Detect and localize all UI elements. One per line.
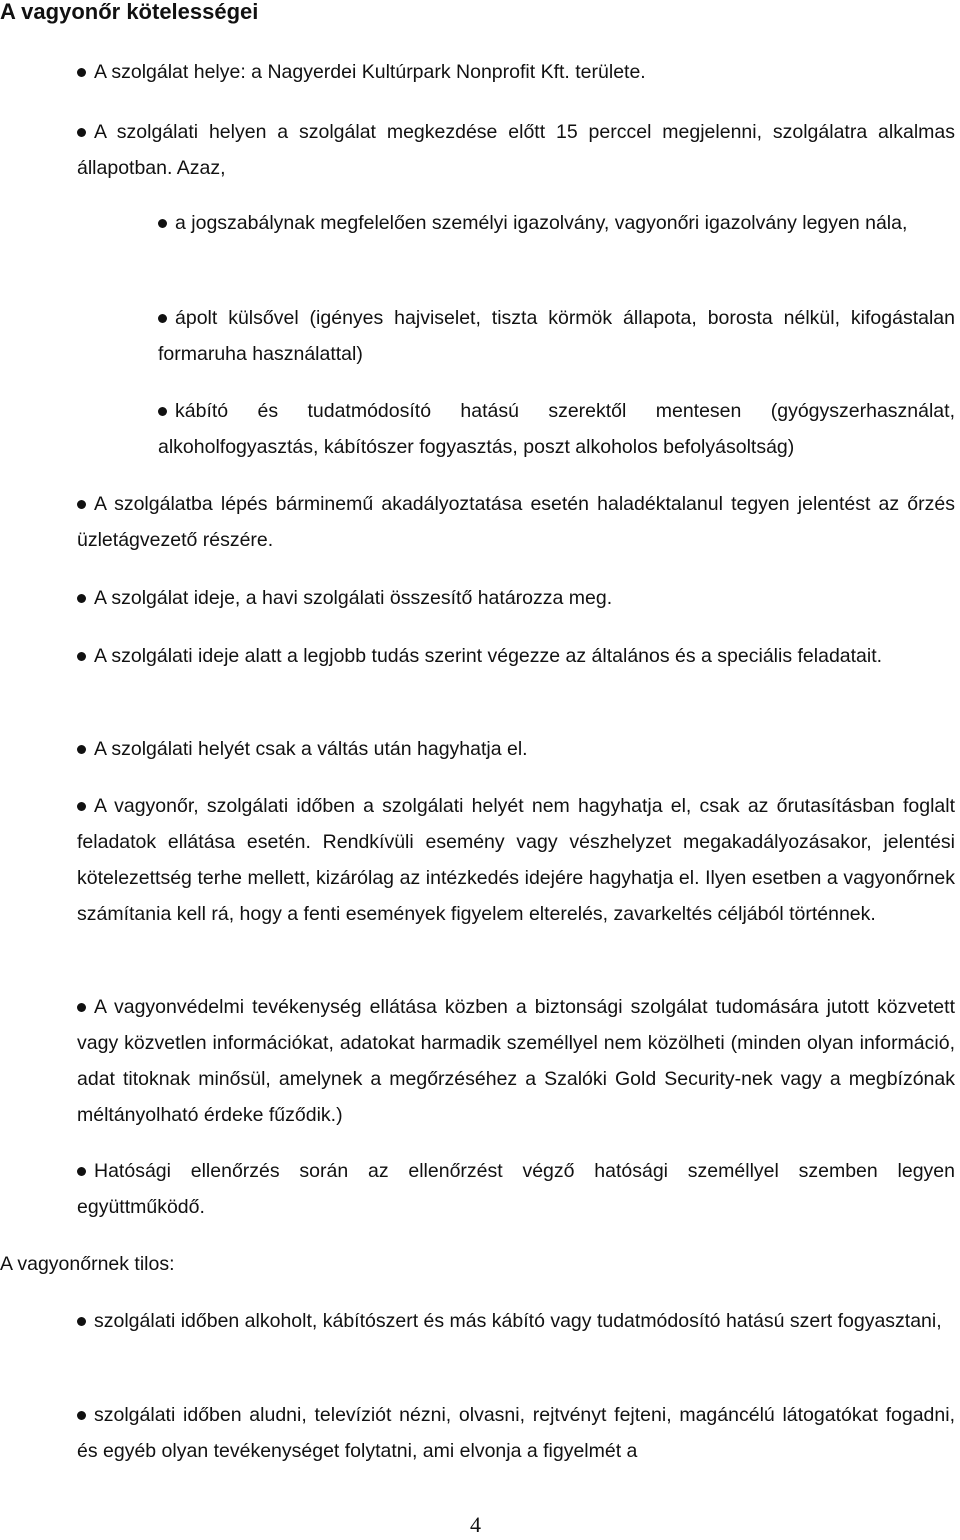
bullet-icon — [77, 128, 86, 137]
list-item-text: A szolgálati helyét csak a váltás után hagyhatja el. — [94, 738, 528, 760]
list-item-text: A vagyonőr, szolgálati időben a szolgálati helyét nem hagyhatja el, csak az őrutasításban foglalt feladatok ellátása esetén. Rendkívüli esemény vagy vészhelyzet megakadályozásakor, jelentési kötelezettség terhe mellett, kizárólag az intézkedés idejére hagyhatja el. Ilyen esetben a vagyonőrnek számítania kell rá, hogy a fenti események figyelem elterelés, zavarkeltés céljából történnek. — [77, 795, 955, 925]
bullet-icon — [77, 652, 86, 661]
bullet-icon — [77, 1003, 86, 1012]
list-item — [77, 1303, 955, 1339]
list-item — [77, 638, 955, 674]
list-item — [77, 580, 955, 616]
list-item — [77, 1153, 955, 1225]
bullet-icon — [158, 407, 167, 416]
bullet-icon — [158, 219, 167, 228]
list-item — [77, 1397, 955, 1469]
sub-list-item — [158, 393, 955, 465]
bullet-icon — [77, 594, 86, 603]
bullet-icon — [77, 500, 86, 509]
bullet-icon — [77, 1167, 86, 1176]
bullet-icon — [77, 1411, 86, 1420]
sub-list-item — [158, 205, 955, 241]
sub-list-item — [158, 300, 955, 372]
list-item — [77, 788, 955, 932]
list-item-text: szolgálati időben alkoholt, kábítószert és más kábító vagy tudatmódosító hatású szert fogyasztani, — [94, 1310, 942, 1332]
list-item-text: ápolt külsővel (igényes hajviselet, tiszta körmök állapota, borosta nélkül, kifogástalan formaruha használattal) — [158, 307, 955, 365]
list-item-text: kábító és tudatmódosító hatású szerektől mentesen (gyógyszerhasználat, alkoholfogyasztás, kábítószer fogyasztás, poszt alkoholos befolyásoltság) — [158, 400, 955, 458]
bullet-icon — [77, 1317, 86, 1326]
page-heading: A vagyonőr kötelességei — [0, 0, 259, 24]
list-item — [77, 989, 955, 1133]
list-item-text: A szolgálati helyen a szolgálat megkezdése előtt 15 perccel megjelenni, szolgálatra alkalmas állapotban. Azaz, — [77, 121, 955, 179]
section-heading: A vagyonőrnek tilos: — [0, 1253, 175, 1275]
list-item-text: A vagyonvédelmi tevékenység ellátása közben a biztonsági szolgálat tudomására jutott közvetett vagy közvetlen információkat, adatokat harmadik személlyel nem közölheti (minden olyan információ, adat titoknak minősül, amelynek a megőrzéséhez a Szalóki Gold Security-nek vagy a megbízónak méltányolható érdeke fűződik.) — [77, 996, 955, 1126]
list-item — [77, 54, 955, 90]
list-item-text: Hatósági ellenőrzés során az ellenőrzést végző hatósági személlyel szemben legyen együttműködő. — [77, 1160, 955, 1218]
list-item-text: A szolgálat ideje, a havi szolgálati összesítő határozza meg. — [94, 587, 613, 609]
list-item-text: A szolgálat helye: a Nagyerdei Kultúrpark Nonprofit Kft. területe. — [94, 61, 646, 83]
bullet-icon — [158, 314, 167, 323]
bullet-icon — [77, 802, 86, 811]
list-item-text: A szolgálatba lépés bárminemű akadályoztatása esetén haladéktalanul tegyen jelentést az őrzés üzletágvezető részére. — [77, 493, 955, 551]
list-item — [77, 731, 955, 767]
bullet-icon — [77, 68, 86, 77]
page-number: 4 — [470, 1512, 481, 1537]
list-item — [77, 114, 955, 186]
bullet-icon — [77, 745, 86, 754]
list-item-text: A szolgálati ideje alatt a legjobb tudás szerint végezze az általános és a speciális feladatait. — [94, 645, 883, 667]
list-item — [77, 486, 955, 558]
list-item-text: a jogszabálynak megfelelően személyi igazolvány, vagyonőri igazolvány legyen nála, — [175, 212, 908, 234]
list-item-text: szolgálati időben aludni, televíziót nézni, olvasni, rejtvényt fejteni, magáncélú látogatókat fogadni, és egyéb olyan tevékenységet folytatni, ami elvonja a figyelmét a — [77, 1404, 955, 1462]
